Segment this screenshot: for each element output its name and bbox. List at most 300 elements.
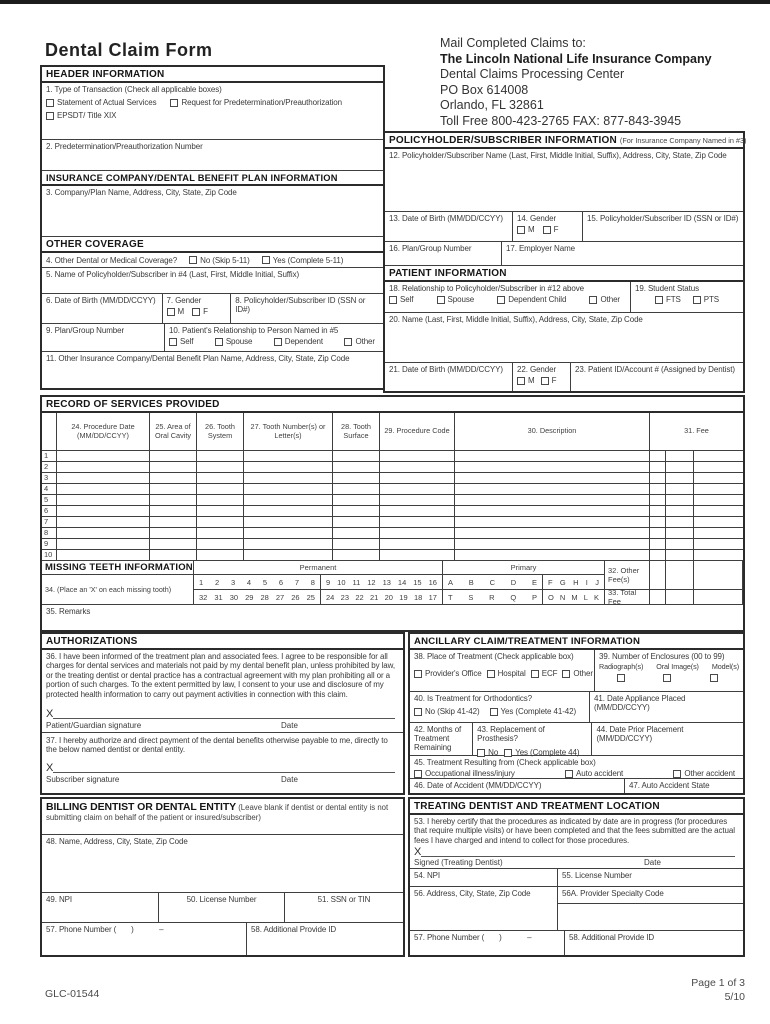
- service-cell-procedure-date[interactable]: [57, 550, 150, 561]
- service-cell-tooth-numbers[interactable]: [244, 462, 333, 473]
- service-cell-fee-3[interactable]: [694, 517, 743, 528]
- field-15-policyholder-id[interactable]: 15. Policyholder/Subscriber ID (SSN or ID#): [587, 214, 739, 223]
- service-cell-fee-3[interactable]: [694, 451, 743, 462]
- service-cell-procedure-code[interactable]: [380, 506, 455, 517]
- service-cell-tooth-numbers[interactable]: [244, 451, 333, 462]
- service-cell-description[interactable]: [455, 517, 650, 528]
- service-cell-fee-3[interactable]: [694, 528, 743, 539]
- service-cell-tooth-surface[interactable]: [333, 451, 380, 462]
- row-billing-57-58: [42, 923, 403, 955]
- service-cell-tooth-system[interactable]: [197, 484, 244, 495]
- page-number: Page 1 of 3: [691, 977, 745, 989]
- service-cell-tooth-numbers[interactable]: [244, 517, 333, 528]
- service-cell-description[interactable]: [455, 495, 650, 506]
- statement-checkbox[interactable]: [46, 99, 54, 107]
- rel-other-item: Other: [344, 337, 375, 346]
- field-57-treating-phone[interactable]: 57. Phone Number ( ) –: [410, 931, 565, 955]
- pt-gender-m-item: M: [517, 376, 535, 385]
- field-5-policyholder-name[interactable]: [42, 268, 383, 294]
- signed-treating-dentist-label: Signed (Treating Dentist): [414, 858, 503, 867]
- service-row-number: 8: [42, 528, 57, 539]
- field-2-predetermination-number[interactable]: [42, 140, 383, 171]
- prim-teeth-t-p[interactable]: T S R Q P: [443, 590, 543, 605]
- service-cell-tooth-surface[interactable]: [333, 539, 380, 550]
- prosthesis-yes-item: Yes (Complete 44): [504, 748, 579, 757]
- field-43-replacement-prosthesis[interactable]: [473, 723, 592, 755]
- ph-gender-f-checkbox[interactable]: [543, 226, 551, 234]
- total-fee-cell-1[interactable]: [650, 590, 666, 605]
- services-table: [42, 413, 743, 561]
- pat-other-checkbox[interactable]: [589, 296, 597, 304]
- field-17-employer-name[interactable]: 17. Employer Name: [506, 244, 575, 253]
- service-cell-area-oral-cavity[interactable]: [150, 528, 197, 539]
- field-47-auto-accident-state[interactable]: 47. Auto Accident State: [629, 781, 710, 790]
- service-cell-fee-1[interactable]: [650, 451, 666, 462]
- service-cell-tooth-numbers[interactable]: [244, 506, 333, 517]
- authorizations-section: [40, 632, 405, 795]
- policyholder-note: (For Insurance Company Named in #3): [619, 136, 747, 145]
- col-header-procedure-code: 29. Procedure Code: [380, 413, 455, 451]
- po-box: PO Box 614008: [440, 82, 529, 97]
- pat-dep-child-item: Dependent Child: [497, 295, 566, 304]
- field-56a-label: 56A. Provider Specialty Code: [558, 887, 743, 904]
- service-cell-area-oral-cavity[interactable]: [150, 539, 197, 550]
- service-cell-procedure-code[interactable]: [380, 473, 455, 484]
- checkbox-item-statement: Statement of Actual Services: [46, 98, 156, 107]
- field-36-authorization-text: 36. I have been informed of the treatment plan and associated fees. I agree to be responsible for all charges for dental services and materials not paid by my dental benefit plan, unless prohibited by law, or the treating dentist or dental practice has a contractual agreement with my plan prohibiting all or a portion of such charges. To the extent permitted by law, I consent to your use and disclosure of my protected health information to carry out payment activities in connection with this claim.: [46, 652, 396, 699]
- service-cell-fee-2[interactable]: [666, 473, 694, 484]
- patient-guardian-signature-label: Patient/Guardian signature: [46, 721, 142, 730]
- perm-teeth-1-8[interactable]: 1 2 3 4 5 6 7 8: [194, 575, 321, 590]
- section-authorizations: AUTHORIZATIONS: [42, 634, 403, 650]
- service-cell-fee-3[interactable]: [694, 506, 743, 517]
- field-12-policyholder-name-address[interactable]: [385, 149, 743, 212]
- models-label: Model(s): [711, 662, 739, 671]
- service-cell-tooth-numbers[interactable]: [244, 484, 333, 495]
- service-cell-fee-1[interactable]: [650, 539, 666, 550]
- field-46-date-of-accident[interactable]: 46. Date of Accident (MM/DD/CCYY): [410, 779, 625, 793]
- service-cell-description[interactable]: [455, 550, 650, 561]
- service-cell-tooth-surface[interactable]: [333, 517, 380, 528]
- service-row-number: 4: [42, 484, 57, 495]
- services-block: [40, 395, 745, 632]
- mail-to-label: Mail Completed Claims to:: [440, 36, 586, 50]
- section-missing-teeth: MISSING TEETH INFORMATION: [42, 561, 194, 575]
- field-5-label: 5. Name of Policyholder/Subscriber in #4 (Last, First, Middle Initial, Suffix): [46, 270, 300, 279]
- service-cell-procedure-code[interactable]: [380, 484, 455, 495]
- place-other-item: Other: [562, 669, 593, 678]
- service-row-number: 2: [42, 462, 57, 473]
- field-45-label: 45. Treatment Resulting from (Check applicable box): [414, 758, 596, 767]
- service-cell-description[interactable]: [455, 451, 650, 462]
- rel-dependent-checkbox[interactable]: [274, 338, 282, 346]
- field-16-plan-group-number[interactable]: 16. Plan/Group Number: [385, 242, 502, 265]
- billing-note: (Leave blank if dentist or dental entity is not submitting claim on behalf of the patient or insured/subscriber): [46, 803, 389, 822]
- service-cell-procedure-code[interactable]: [380, 451, 455, 462]
- service-cell-tooth-surface[interactable]: [333, 506, 380, 517]
- service-cell-fee-3[interactable]: [694, 462, 743, 473]
- service-row-number: 9: [42, 539, 57, 550]
- hospital-checkbox[interactable]: [487, 670, 495, 678]
- section-insurance-company: INSURANCE COMPANY/DENTAL BENEFIT PLAN INFORMATION: [42, 171, 383, 186]
- service-cell-fee-2[interactable]: [666, 517, 694, 528]
- pts-checkbox[interactable]: [693, 296, 701, 304]
- x-mark: X: [46, 708, 54, 720]
- field-10-label: 10. Patient's Relationship to Person Named in #5: [169, 326, 339, 335]
- service-cell-tooth-surface[interactable]: [333, 462, 380, 473]
- signature-rule-3[interactable]: [421, 847, 735, 857]
- field-11-other-insurance-company[interactable]: [42, 352, 383, 388]
- field-18-label: 18. Relationship to Policyholder/Subscriber in #12 above: [389, 284, 584, 293]
- service-cell-fee-1[interactable]: [650, 517, 666, 528]
- insurance-company-name: The Lincoln National Life Insurance Company: [440, 51, 712, 66]
- field-10-patient-relationship[interactable]: [165, 324, 383, 351]
- field-43-label: 43. Replacement of Prosthesis?: [477, 725, 545, 743]
- service-cell-procedure-date[interactable]: [57, 451, 150, 462]
- service-cell-fee-3[interactable]: [694, 550, 743, 561]
- service-cell-tooth-numbers[interactable]: [244, 539, 333, 550]
- service-row-number: 6: [42, 506, 57, 517]
- auto-accident-checkbox[interactable]: [565, 770, 573, 778]
- col-header-fee: 31. Fee: [650, 413, 743, 451]
- field-19-student-status[interactable]: [631, 282, 743, 312]
- field-39-number-of-enclosures[interactable]: [595, 650, 743, 691]
- gender-m-item: M: [167, 307, 185, 316]
- field-50-license-number[interactable]: 50. License Number: [159, 893, 285, 922]
- service-cell-area-oral-cavity[interactable]: [150, 495, 197, 506]
- field-40-orthodontics[interactable]: [410, 692, 590, 722]
- field-23-patient-id[interactable]: 23. Patient ID/Account # (Assigned by Dentist): [575, 365, 735, 374]
- service-cell-area-oral-cavity[interactable]: [150, 473, 197, 484]
- occupational-checkbox[interactable]: [414, 770, 422, 778]
- field-39-label: 39. Number of Enclosures (00 to 99): [599, 652, 725, 661]
- service-cell-procedure-date[interactable]: [57, 506, 150, 517]
- field-9-plan-group-number[interactable]: 9. Plan/Group Number: [42, 324, 165, 351]
- gender-m-checkbox[interactable]: [167, 308, 175, 316]
- service-cell-description[interactable]: [455, 539, 650, 550]
- field-45-treatment-resulting[interactable]: [410, 756, 743, 779]
- service-cell-fee-1[interactable]: [650, 550, 666, 561]
- field-4-label: 4. Other Dental or Medical Coverage?: [46, 255, 178, 265]
- right-column-top: [383, 131, 745, 393]
- ortho-yes-checkbox[interactable]: [490, 708, 498, 716]
- service-cell-procedure-date[interactable]: [57, 528, 150, 539]
- provider-office-item: Provider's Office: [414, 669, 482, 678]
- total-fee-cell-3[interactable]: [694, 590, 743, 605]
- field-48-billing-name-address[interactable]: [42, 835, 403, 893]
- service-cell-fee-3[interactable]: [694, 539, 743, 550]
- service-cell-description[interactable]: [455, 462, 650, 473]
- signature-rule[interactable]: [53, 709, 395, 719]
- field-57-phone-number[interactable]: 57. Phone Number ( ) –: [42, 923, 247, 955]
- date-label-2: Date: [281, 775, 298, 784]
- models-checkbox[interactable]: [710, 674, 718, 682]
- row-fields-13-14-15: [385, 212, 743, 242]
- field-55-license-number[interactable]: 55. License Number: [562, 871, 632, 880]
- gender-f-item: F: [192, 307, 208, 316]
- mailing-address-block: [440, 36, 712, 130]
- service-cell-tooth-surface[interactable]: [333, 528, 380, 539]
- service-cell-procedure-code[interactable]: [380, 517, 455, 528]
- service-cell-fee-2[interactable]: [666, 451, 694, 462]
- service-cell-procedure-code[interactable]: [380, 462, 455, 473]
- col-header-tooth-numbers: 27. Tooth Number(s) or Letter(s): [244, 413, 333, 451]
- service-cell-tooth-surface[interactable]: [333, 473, 380, 484]
- service-cell-area-oral-cavity[interactable]: [150, 506, 197, 517]
- service-cell-fee-2[interactable]: [666, 495, 694, 506]
- service-cell-area-oral-cavity[interactable]: [150, 517, 197, 528]
- rel-spouse-checkbox[interactable]: [215, 338, 223, 346]
- service-cell-description[interactable]: [455, 484, 650, 495]
- field-38-place-of-treatment[interactable]: [410, 650, 595, 691]
- field-14-label: 14. Gender: [517, 214, 557, 223]
- treating-signature-line[interactable]: [410, 847, 743, 857]
- oral-image-checkbox[interactable]: [663, 674, 671, 682]
- service-cell-procedure-code[interactable]: [380, 528, 455, 539]
- prim-teeth-f-j[interactable]: F G H I J: [543, 575, 605, 590]
- field-40-label: 40. Is Treatment for Orthodontics?: [414, 694, 532, 703]
- field-56a-provider-specialty[interactable]: [558, 887, 743, 930]
- form-code: GLC-01544: [45, 988, 100, 1000]
- ortho-yes-item: Yes (Complete 41-42): [490, 707, 577, 716]
- service-cell-procedure-date[interactable]: [57, 517, 150, 528]
- service-row-number: 7: [42, 517, 57, 528]
- service-cell-tooth-system[interactable]: [197, 462, 244, 473]
- service-cell-description[interactable]: [455, 528, 650, 539]
- service-cell-tooth-system[interactable]: [197, 495, 244, 506]
- total-fee-cell-2[interactable]: [666, 590, 694, 605]
- service-cell-fee-1[interactable]: [650, 495, 666, 506]
- signature-rule-2[interactable]: [53, 763, 395, 773]
- ortho-no-checkbox[interactable]: [414, 708, 422, 716]
- col-header-tooth-surface: 28. Tooth Surface: [333, 413, 380, 451]
- service-cell-tooth-surface[interactable]: [333, 495, 380, 506]
- radiograph-checkbox[interactable]: [617, 674, 625, 682]
- perm-teeth-9-16[interactable]: 9 10 11 12 13 14 15 16: [321, 575, 443, 590]
- section-record-of-services: RECORD OF SERVICES PROVIDED: [42, 397, 743, 413]
- field-44-date-prior-placement[interactable]: 44. Date Prior Placement (MM/DD/CCYY): [596, 725, 684, 743]
- service-cell-fee-2[interactable]: [666, 550, 694, 561]
- row-treating-57-58: [410, 931, 743, 955]
- service-cell-procedure-code[interactable]: [380, 495, 455, 506]
- service-cell-fee-1[interactable]: [650, 506, 666, 517]
- patient-signature-caption-row: [42, 719, 403, 733]
- service-cell-procedure-date[interactable]: [57, 495, 150, 506]
- field-3-company-plan-name[interactable]: [42, 186, 383, 237]
- field-8-policyholder-id[interactable]: 8. Policyholder/Subscriber ID (SSN or ID#): [235, 296, 366, 314]
- rel-other-checkbox[interactable]: [344, 338, 352, 346]
- service-cell-fee-3[interactable]: [694, 484, 743, 495]
- col-header-description: 30. Description: [455, 413, 650, 451]
- service-cell-fee-2[interactable]: [666, 528, 694, 539]
- pt-gender-f-item: F: [541, 376, 557, 385]
- date-label: Date: [281, 721, 298, 730]
- service-cell-procedure-date[interactable]: [57, 473, 150, 484]
- field-6-date-of-birth[interactable]: 6. Date of Birth (MM/DD/CCYY): [42, 294, 163, 323]
- service-cell-fee-2[interactable]: [666, 506, 694, 517]
- service-cell-tooth-system[interactable]: [197, 550, 244, 561]
- subscriber-signature-caption-row: [42, 773, 403, 786]
- pt-gender-f-checkbox[interactable]: [541, 377, 549, 385]
- ph-gender-f-item: F: [543, 225, 559, 234]
- field-49-npi[interactable]: 49. NPI: [42, 893, 159, 922]
- pat-self-item: Self: [389, 295, 413, 304]
- section-other-coverage: OTHER COVERAGE: [42, 237, 383, 253]
- field-21-date-of-birth[interactable]: 21. Date of Birth (MM/DD/CCYY): [385, 363, 513, 391]
- service-cell-tooth-system[interactable]: [197, 506, 244, 517]
- service-cell-fee-2[interactable]: [666, 462, 694, 473]
- perm-teeth-24-17[interactable]: 24 23 22 21 20 19 18 17: [321, 590, 443, 605]
- pts-item: PTS: [693, 295, 719, 304]
- service-cell-description[interactable]: [455, 473, 650, 484]
- field-54-npi[interactable]: 54. NPI: [410, 869, 558, 886]
- place-other-checkbox[interactable]: [562, 670, 570, 678]
- radiograph-label: Radiograph(s): [599, 662, 644, 671]
- service-cell-fee-2[interactable]: [666, 484, 694, 495]
- service-cell-tooth-surface[interactable]: [333, 484, 380, 495]
- rel-self-checkbox[interactable]: [169, 338, 177, 346]
- prim-teeth-a-e[interactable]: A B C D E: [443, 575, 543, 590]
- col-header-area-oral-cavity: 25. Area of Oral Cavity: [150, 413, 197, 451]
- service-cell-tooth-numbers[interactable]: [244, 473, 333, 484]
- prim-teeth-o-k[interactable]: O N M L K: [543, 590, 605, 605]
- service-row-number: 5: [42, 495, 57, 506]
- service-cell-area-oral-cavity[interactable]: [150, 451, 197, 462]
- ecf-item: ECF: [531, 669, 558, 678]
- col-header-tooth-system: 26. Tooth System: [197, 413, 244, 451]
- checkbox-item-yes-complete: Yes (Complete 5-11): [262, 256, 344, 265]
- perm-teeth-32-25[interactable]: 32 31 30 29 28 27 26 25: [194, 590, 321, 605]
- section-ancillary: ANCILLARY CLAIM/TREATMENT INFORMATION: [410, 634, 743, 650]
- field-58-additional-provide-id[interactable]: 58. Additional Provide ID: [251, 925, 337, 934]
- service-cell-fee-1[interactable]: [650, 528, 666, 539]
- x-mark-3: X: [414, 846, 422, 858]
- service-cell-tooth-system[interactable]: [197, 473, 244, 484]
- service-cell-tooth-numbers[interactable]: [244, 528, 333, 539]
- service-cell-area-oral-cavity[interactable]: [150, 550, 197, 561]
- service-cell-fee-1[interactable]: [650, 462, 666, 473]
- pt-gender-m-checkbox[interactable]: [517, 377, 525, 385]
- field-13-date-of-birth[interactable]: 13. Date of Birth (MM/DD/CCYY): [385, 212, 513, 241]
- other-fee-cell-2[interactable]: [666, 561, 694, 590]
- field-7-gender[interactable]: [163, 294, 232, 323]
- row-fields-16-17: [385, 242, 743, 266]
- service-cell-area-oral-cavity[interactable]: [150, 462, 197, 473]
- provider-office-checkbox[interactable]: [414, 670, 422, 678]
- section-billing-dentist: [42, 799, 403, 835]
- other-fee-cell-3[interactable]: [694, 561, 743, 590]
- field-1-type-of-transaction[interactable]: [42, 83, 383, 140]
- field-35-remarks[interactable]: [42, 605, 743, 630]
- row-fields-42-43-44: [410, 723, 743, 756]
- service-cell-tooth-system[interactable]: [197, 539, 244, 550]
- field-56-address[interactable]: 56. Address, City, State, Zip Code: [410, 887, 558, 930]
- service-cell-tooth-surface[interactable]: [333, 550, 380, 561]
- subscriber-signature-line[interactable]: [42, 763, 403, 773]
- field-18-relationship[interactable]: [385, 282, 631, 312]
- epsdt-checkbox[interactable]: [46, 112, 54, 120]
- row-fields-9-10: [42, 324, 383, 352]
- row-fields-49-50-51: [42, 893, 403, 923]
- patient-signature-line[interactable]: [42, 709, 403, 719]
- rel-spouse-item: Spouse: [215, 337, 253, 346]
- billing-section: [40, 797, 405, 957]
- service-cell-tooth-numbers[interactable]: [244, 495, 333, 506]
- service-cell-procedure-date[interactable]: [57, 539, 150, 550]
- service-cell-procedure-code[interactable]: [380, 539, 455, 550]
- treating-date-label: Date: [644, 858, 661, 867]
- service-cell-fee-2[interactable]: [666, 539, 694, 550]
- oral-image-label: Oral Image(s): [656, 662, 699, 671]
- pat-spouse-checkbox[interactable]: [437, 296, 445, 304]
- primary-header: Primary: [443, 561, 605, 575]
- total-fee-label: 33. Total Fee: [605, 590, 650, 605]
- field-22-gender[interactable]: [513, 363, 571, 391]
- gender-f-checkbox[interactable]: [192, 308, 200, 316]
- missing-teeth-table: [42, 561, 743, 605]
- request-predetermination-checkbox[interactable]: [170, 99, 178, 107]
- service-cell-fee-1[interactable]: [650, 484, 666, 495]
- service-cell-description[interactable]: [455, 506, 650, 517]
- field-2-label: 2. Predetermination/Preauthorization Number: [46, 142, 203, 151]
- pat-self-checkbox[interactable]: [389, 296, 397, 304]
- field-51-ssn-or-tin[interactable]: 51. SSN or TIN: [317, 895, 371, 904]
- service-cell-fee-1[interactable]: [650, 473, 666, 484]
- x-mark-2: X: [46, 762, 54, 774]
- prosthesis-no-item: No: [477, 748, 498, 757]
- other-coverage-yes-checkbox[interactable]: [262, 256, 270, 264]
- field-14-gender[interactable]: [513, 212, 583, 241]
- fts-checkbox[interactable]: [655, 296, 663, 304]
- service-cell-procedure-date[interactable]: [57, 484, 150, 495]
- service-cell-tooth-system[interactable]: [197, 451, 244, 462]
- ph-gender-m-checkbox[interactable]: [517, 226, 525, 234]
- field-22-label: 22. Gender: [517, 365, 557, 374]
- permanent-header: Permanent: [194, 561, 443, 575]
- other-fee-cell-1[interactable]: [650, 561, 666, 590]
- field-53-certify-text: 53. I hereby certify that the procedures as indicated by date are in progress (for procedures that require multiple visits) or have been completed and that the fees submitted are the actual fees I have charged and intend to collect for those procedures.: [414, 817, 735, 845]
- service-cell-procedure-code[interactable]: [380, 550, 455, 561]
- service-cell-fee-3[interactable]: [694, 495, 743, 506]
- service-cell-procedure-date[interactable]: [57, 462, 150, 473]
- row-fields-6-7-8: [42, 294, 383, 324]
- service-cell-area-oral-cavity[interactable]: [150, 484, 197, 495]
- field-3-label: 3. Company/Plan Name, Address, City, State, Zip Code: [46, 188, 237, 197]
- row-fields-40-41: [410, 692, 743, 723]
- service-cell-tooth-numbers[interactable]: [244, 550, 333, 561]
- service-cell-tooth-system[interactable]: [197, 528, 244, 539]
- pat-dep-child-checkbox[interactable]: [497, 296, 505, 304]
- field-42-months-remaining[interactable]: 42. Months of Treatment Remaining: [410, 723, 473, 755]
- billing-title: BILLING DENTIST OR DENTAL ENTITY: [46, 801, 237, 813]
- field-58-treating-additional-id[interactable]: 58. Additional Provide ID: [569, 933, 655, 942]
- field-35-label: 35. Remarks: [46, 607, 91, 616]
- service-cell-tooth-system[interactable]: [197, 517, 244, 528]
- checkbox-item-epsdt: EPSDT/ Title XIX: [46, 111, 116, 120]
- service-row-number: 3: [42, 473, 57, 484]
- row-fields-21-22-23: [385, 363, 743, 391]
- phone-fax: Toll Free 800-423-2765 FAX: 877-843-3945: [440, 113, 682, 128]
- other-accident-checkbox[interactable]: [673, 770, 681, 778]
- service-cell-fee-3[interactable]: [694, 473, 743, 484]
- field-12-label: 12. Policyholder/Subscriber Name (Last, First, Middle Initial, Suffix), Address, City, State, Zip Code: [389, 151, 727, 160]
- ecf-checkbox[interactable]: [531, 670, 539, 678]
- field-41-date-appliance-placed[interactable]: 41. Date Appliance Placed (MM/DD/CCYY): [594, 694, 686, 712]
- other-coverage-no-checkbox[interactable]: [189, 256, 197, 264]
- field-20-patient-name-address[interactable]: [385, 313, 743, 363]
- city-state-zip: Orlando, FL 32861: [440, 98, 544, 113]
- row-fields-38-39: [410, 650, 743, 692]
